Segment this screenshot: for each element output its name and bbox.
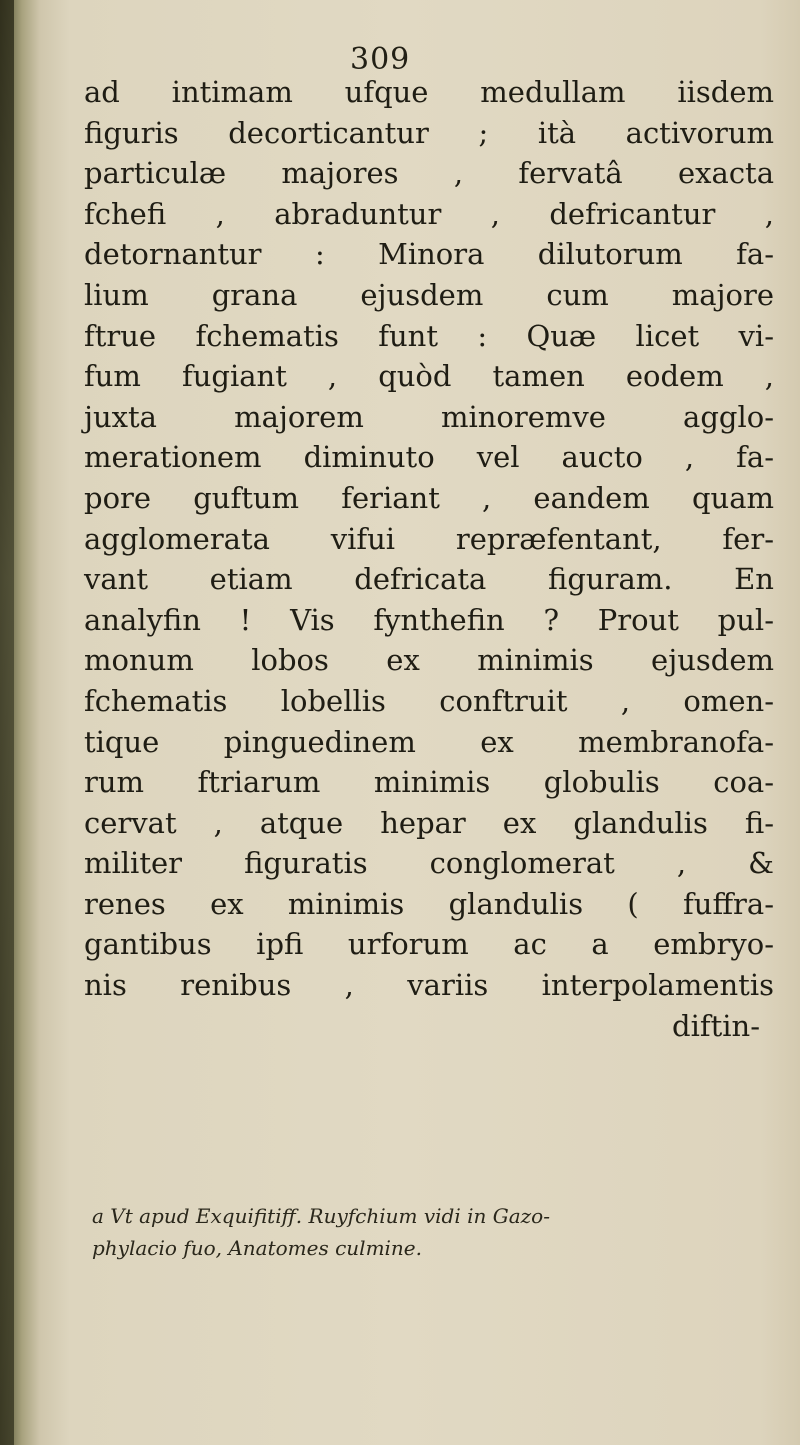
text-line: nis renibus , variis interpolamentis <box>84 968 774 1003</box>
text-line: cervat , atque hepar ex glandulis fi- <box>84 805 774 840</box>
footnote-line: a Vt apud Exquifitiff. Ruyfchium vidi in Gazo- <box>92 1204 550 1228</box>
text-line: rum ftriarum minimis globulis coa- <box>84 765 774 800</box>
body-text <box>84 72 774 1046</box>
text-line: militer figuratis conglomerat , & <box>84 846 774 881</box>
text-line: ad intimam ufque medullam iisdem <box>84 75 774 109</box>
page-number: 309 <box>350 42 411 77</box>
text-line: juxta majorem minoremve agglo- <box>84 399 774 434</box>
text-line: figuris decorticantur ; ità activorum <box>84 115 774 150</box>
text-line: monum lobos ex minimis ejusdem <box>84 643 774 678</box>
text-line: agglomerata vifui repræfentant, fer- <box>84 521 774 556</box>
text-line: fchematis lobellis conftruit , omen- <box>84 683 774 718</box>
binding-gutter <box>0 0 14 1445</box>
text-line: ftrue fchematis funt : Quæ licet vi- <box>84 318 774 353</box>
catchword: diftin- <box>672 1008 760 1043</box>
text-line: particulæ majores , fervatâ exacta <box>84 156 774 191</box>
text-line: renes ex minimis glandulis ( fuffra- <box>84 886 774 921</box>
text-line: fum fugiant , quòd tamen eodem , <box>84 359 774 394</box>
footnote <box>92 1200 772 1264</box>
text-line: tique pinguedinem ex membranofa- <box>84 724 774 759</box>
text-line: vant etiam defricata figuram. En <box>84 562 774 597</box>
text-line: fchefi , abraduntur , defricantur , <box>84 196 774 231</box>
text-line: merationem diminuto vel aucto , fa- <box>84 440 774 475</box>
text-line: pore guftum feriant , eandem quam <box>84 480 774 515</box>
text-line: gantibus ipfi urforum ac a embryo- <box>84 927 774 962</box>
text-line: analyfin ! Vis fynthefin ? Prout pul- <box>84 602 774 637</box>
text-line: detornantur : Minora dilutorum fa- <box>84 237 774 272</box>
footnote-line: phylacio fuo, Anatomes culmine. <box>92 1236 422 1260</box>
text-line: lium grana ejusdem cum majore <box>84 277 774 312</box>
